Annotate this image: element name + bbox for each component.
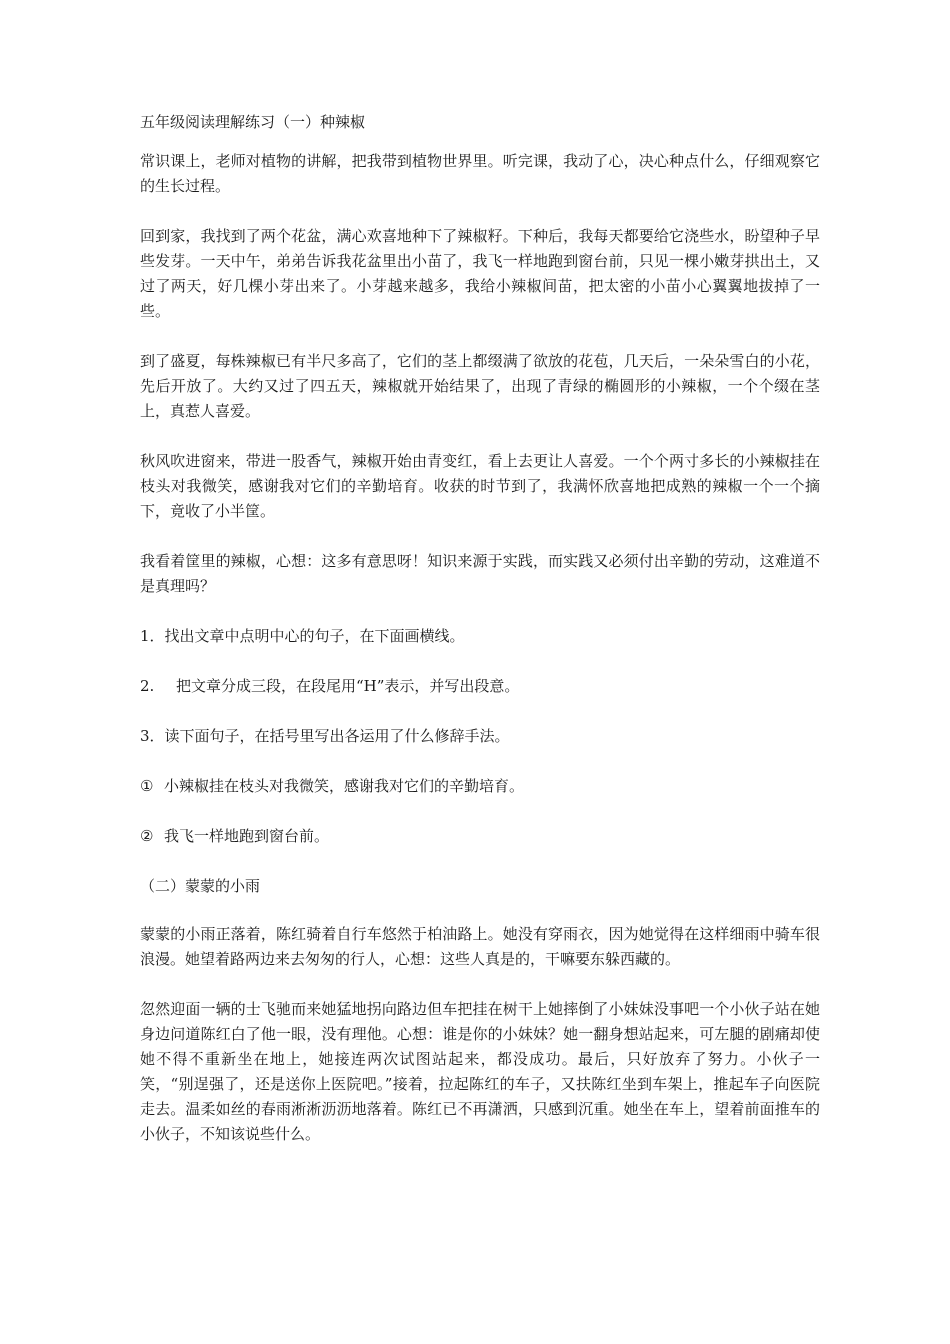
story1-paragraph-3: 到了盛夏，每株辣椒已有半尺多高了，它们的茎上都缀满了欲放的花苞，几天后，一朵朵雪白的小花，先后开放了。大约又过了四五天，辣椒就开始结果了，出现了青绿的椭圆形的小辣椒，一个个缀在茎上，真惹人喜爱。 xyxy=(140,352,820,420)
story1-paragraph-2: 回到家，我找到了两个花盆，满心欢喜地种下了辣椒籽。下种后，我每天都要给它浇些水，盼望种子早些发芽。一天中午，弟弟告诉我花盆里出小苗了，我飞一样地跑到窗台前，只见一棵小嫩芽拱出土，又过了两天，好几棵小芽出来了。小芽越来越多，我给小辣椒间苗，把太密的小苗小心翼翼地拔掉了一些。 xyxy=(140,227,820,320)
story1-paragraph-4: 秋风吹进窗来，带进一股香气，辣椒开始由青变红，看上去更让人喜爱。一个个两寸多长的小辣椒挂在枝头对我微笑，感谢我对它们的辛勤培育。收获的时节到了，我满怀欣喜地把成熟的辣椒一个一个摘下，竟收了小半筐。 xyxy=(140,452,820,520)
sentence-2 xyxy=(140,824,820,849)
sentence-1-text: 小辣椒挂在枝头对我微笑，感谢我对它们的辛勤培育。 xyxy=(164,777,525,795)
sentence-2-text: 我飞一样地跑到窗台前。 xyxy=(164,827,330,845)
question-3 xyxy=(140,724,820,749)
story1-paragraph-1: 常识课上，老师对植物的讲解，把我带到植物世界里。听完课，我动了心，决心种点什么，仔细观察它的生长过程。 xyxy=(140,152,820,195)
question-2 xyxy=(140,674,820,699)
story1-paragraph-5: 我看着筐里的辣椒，心想：这多有意思呀！知识来源于实践，而实践又必须付出辛勤的劳动，这难道不是真理吗？ xyxy=(140,552,820,595)
question-2-text: 把文章分成三段，在段尾用“H”表示，并写出段意。 xyxy=(176,677,520,695)
sentence-2-marker: ② xyxy=(140,827,154,845)
question-1 xyxy=(140,624,820,649)
question-3-number: 3． xyxy=(140,727,165,745)
story2-paragraph-1: 蒙蒙的小雨正落着，陈红骑着自行车悠然于柏油路上。她没有穿雨衣，因为她觉得在这样细雨中骑车很浪漫。她望着路两边来去匆匆的行人，心想：这些人真是的，干嘛要东躲西藏的。 xyxy=(140,925,820,968)
question-1-number: 1． xyxy=(140,627,165,645)
document-title: 五年级阅读理解练习（一）种辣椒 xyxy=(140,113,366,131)
question-3-text: 读下面句子，在括号里写出各运用了什么修辞手法。 xyxy=(164,727,510,745)
sentence-1-marker: ① xyxy=(140,777,154,795)
sentence-1 xyxy=(140,774,820,799)
question-1-text: 找出文章中点明中心的句子，在下面画横线。 xyxy=(164,627,465,645)
document-page xyxy=(140,110,820,1147)
story2-paragraph-2: 忽然迎面一辆的士飞驰而来她猛地拐向路边但车把挂在树干上她摔倒了小妹妹没事吧一个小伙子站在她身边问道陈红白了他一眼，没有理他。心想：谁是你的小妹妹？她一翻身想站起来，可左腿的剧痛却使她不得不重新坐在地上，她接连两次试图站起来，都没成功。最后，只好放弃了努力。小伙子一笑，“别逞强了，还是送你上医院吧。”接着，拉起陈红的车子，又扶陈红坐到车架上，推起车子向医院走去。温柔如丝的春雨淅淅沥沥地落着。陈红已不再潇洒，只感到沉重。她坐在车上，望着前面推车的小伙子，不知该说些什么。 xyxy=(140,1000,820,1143)
section-2-title: （二）蒙蒙的小雨 xyxy=(140,877,261,895)
question-2-number: 2. xyxy=(140,677,155,695)
